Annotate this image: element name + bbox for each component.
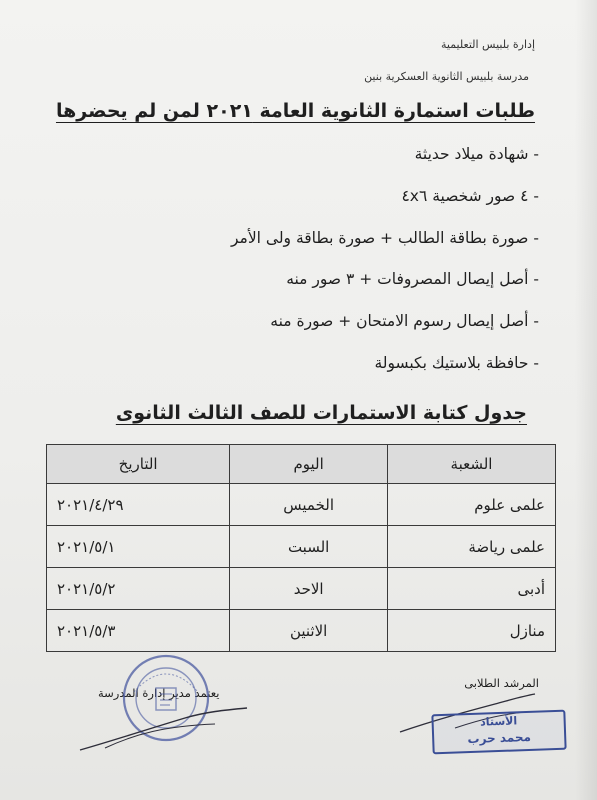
header-branch: الشعبة [388, 445, 556, 484]
cell-branch: منازل [388, 610, 556, 652]
counselor-name-stamp [431, 710, 566, 755]
table-row [47, 484, 556, 526]
cell-day: الخميس [230, 484, 388, 526]
table-row [47, 526, 556, 568]
director-signature [75, 700, 255, 760]
requirement-item: - صورة بطاقة الطالب + صورة بطاقة ولى الأمر [230, 229, 539, 247]
approval-label: يعتمد مدير إدارة المدرسة [98, 686, 220, 700]
schedule-title: جدول كتابة الاستمارات للصف الثالث الثانوى [115, 402, 527, 424]
cell-day: الاثنين [230, 610, 388, 652]
cell-date: ٢٠٢١/٥/٣ [47, 610, 230, 652]
cell-day: السبت [230, 526, 388, 568]
table-row [47, 610, 556, 652]
counselor-label: المرشد الطلابى [464, 676, 539, 690]
document-title: طلبات استمارة الثانوية العامة ٢٠٢١ لمن لم يحضرها [55, 100, 535, 122]
header-date: التاريخ [47, 445, 230, 484]
requirement-item: - شهادة ميلاد حديثة [414, 145, 539, 163]
header-day: اليوم [230, 445, 388, 484]
administration-name: إدارة بلبيس التعليمية [440, 38, 535, 51]
table-header-row [47, 445, 556, 484]
requirement-item: - أصل إيصال رسوم الامتحان + صورة منه [270, 312, 539, 330]
cell-branch: علمى رياضة [388, 526, 556, 568]
table-row [47, 568, 556, 610]
cell-date: ٢٠٢١/٥/١ [47, 526, 230, 568]
cell-branch: علمى علوم [388, 484, 556, 526]
school-name: مدرسة بلبيس الثانوية العسكرية بنين [364, 70, 529, 83]
requirement-item: - حافظة بلاستيك بكبسولة [374, 354, 539, 372]
schedule-table [46, 444, 556, 652]
cell-day: الاحد [230, 568, 388, 610]
cell-branch: أدبى [388, 568, 556, 610]
stamp-name: محمد حرب [467, 729, 532, 747]
page-shadow [575, 0, 597, 800]
cell-date: ٢٠٢١/٤/٢٩ [47, 484, 230, 526]
requirement-item: - أصل إيصال المصروفات + ٣ صور منه [286, 270, 539, 288]
requirement-item: - ٤ صور شخصية ٤x٦ [401, 187, 539, 205]
cell-date: ٢٠٢١/٥/٢ [47, 568, 230, 610]
stamp-title: الأستاذ [479, 714, 518, 729]
